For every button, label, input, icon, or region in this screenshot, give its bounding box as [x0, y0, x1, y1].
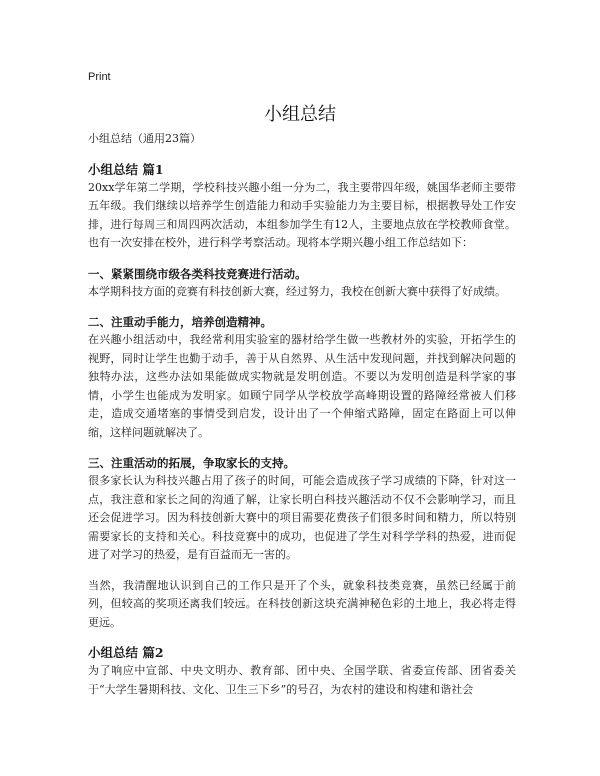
paragraph: 在兴趣小组活动中，我经常利用实验室的器材给学生做一些教材外的实验，开拓学生的视野，同时让学生也勤于动手，善于从自然界、从生活中发现问题，并找到解决问题的独特办法，这些办法如果能做成实物就是发明创造。不要以为发明创造是科学家的事情，小学生也能成为发明家。如顾宁同学从学校放学高峰期设置的路障经常被人们移走，造成交通堵塞的事情受到启发，设计出了一个伸缩式路障，固定在路面上可以伸缩，这样问题就解决了。: [88, 333, 516, 439]
paragraph: 为了响应中宣部、中央文明办、教育部、团中央、全国学联、省委宣传部、团省委关于“大学生暑期科技、文化、卫生三下乡”的号召，为农村的建设和构建和谐社会: [88, 664, 516, 696]
subsection-heading: 二、注重动手能力，培养创造精神。: [88, 315, 272, 329]
paragraph: 本学期科技方面的竞赛有科技创新大赛，经过努力，我校在创新大赛中获得了好成绩。: [88, 284, 506, 298]
page-title: 小组总结: [264, 104, 336, 125]
section-heading: 小组总结 篇2: [88, 645, 164, 660]
paragraph: 当然，我清醒地认识到自己的工作只是开了个头，就象科技类竞赛，虽然已经属于前列，但较高的奖项还离我们较远。在科技创新这块充满神秘色彩的土地上，我必将走得更远。: [88, 578, 516, 629]
subsection-heading: 一、紧紧围绕市级各类科技竞赛进行活动。: [88, 266, 307, 281]
print-link[interactable]: Print: [88, 71, 111, 83]
article-subtitle: 小组总结（通用23篇）: [88, 132, 201, 145]
paragraph: 20xx学年第二学期，学校科技兴趣小组一分为二，我主要带四年级，姚国华老师主要带五年级。我们继续以培养学生创造能力和动手实验能力为主要目标，根据教导处工作安排，进行每周三和周四两次活动，本组参加学生有12人，主要地点放在学校教师食堂。也有一次安排在校外，进行科学考察活动。现将本学期兴趣小组工作总结如下：: [88, 180, 516, 249]
subsection-heading: 三、注重活动的拓展，争取家长的支持。: [88, 456, 295, 470]
article-body: [88, 130, 516, 711]
paragraph: 很多家长认为科技兴趣占用了孩子的时间，可能会造成孩子学习成绩的下降，针对这一点，我注意和家长之间的沟通了解，让家长明白科技兴趣活动不仅不会影响学习，而且还会促进学习。因为科技创新大赛中的项目需要花费孩子们很多时间和精力，所以特别需要家长的支持和关心。科技竞赛中的成功，也促进了学生对科学学科的热爱，进而促进了对学习的热爱，是有百益而无一害的。: [88, 474, 516, 561]
section-heading: 小组总结 篇1: [88, 161, 164, 177]
